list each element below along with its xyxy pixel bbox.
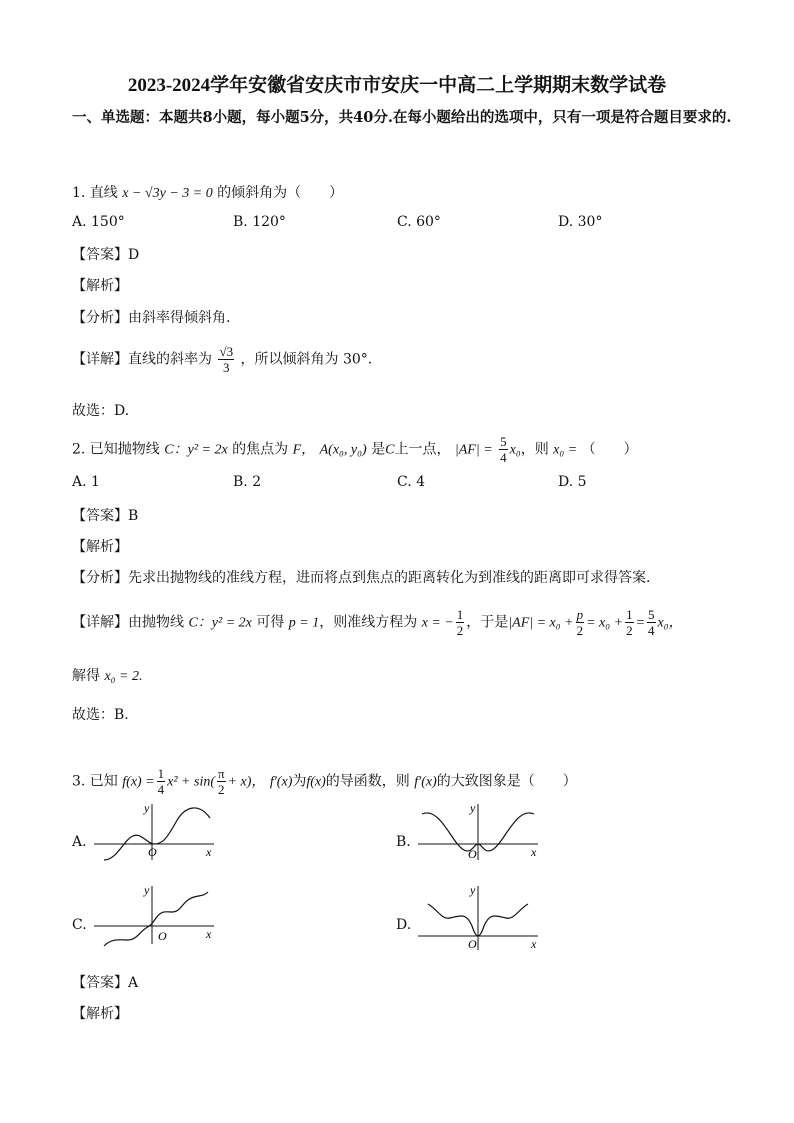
q2-number: 2. 已知抛物线 — [72, 441, 160, 458]
detail-label: 【详解】 — [72, 614, 128, 631]
q3-fx3: + x)， — [227, 774, 266, 790]
graph-c-curve — [104, 892, 208, 946]
q1-answer-value: D — [128, 247, 140, 263]
q2-stem-a: A(x₀, y₀) — [319, 442, 367, 458]
q2-f2-den: 2 — [576, 623, 584, 638]
q2-solve-label: 解得 — [72, 668, 100, 684]
q2-f3-num: 1 — [626, 607, 633, 622]
q2-detail-c: C：y² = 2x — [188, 615, 252, 631]
q3-fraction-1 — [157, 766, 166, 797]
q1-fenxi-text: 由斜率得倾斜角. — [128, 310, 231, 326]
page-title: 2023-2024学年安徽省安庆市市安庆一中高二上学期期末数学试卷 — [127, 75, 667, 96]
q3-mid2: 的导函数，则 — [325, 773, 410, 790]
graph-d-label: D. — [396, 917, 412, 933]
q2-option-d: D. 5 — [558, 474, 587, 490]
q2-option-c: C. 4 — [397, 474, 426, 490]
q3-g-num: π — [218, 766, 225, 781]
q1-frac-den: 3 — [223, 360, 230, 375]
graph-c-y-label: y — [144, 883, 150, 897]
q2-f4-num: 5 — [648, 607, 655, 622]
q1-fenxi — [72, 307, 230, 327]
q2-detail-b: 可得 — [256, 614, 285, 631]
graph-d — [416, 882, 546, 952]
graph-b-y-label: y — [470, 801, 476, 815]
q2-option-b: B. 2 — [233, 474, 262, 490]
answer-label: 【答案】 — [72, 247, 128, 263]
q1-frac-num: √3 — [219, 344, 234, 359]
q2-stem-af: |AF| = — [454, 442, 493, 458]
question-1-stem — [72, 182, 343, 202]
q1-equation: x − √3y − 3 = 0 — [122, 186, 213, 201]
q2-frac-den: 4 — [500, 450, 507, 465]
graph-b-x-label: x — [531, 845, 537, 859]
q2-stem-c2: C — [385, 442, 395, 458]
graph-a-origin: O — [148, 845, 157, 859]
q2-detail-e: ，于是 — [466, 614, 509, 631]
fenxi-label: 【分析】 — [72, 310, 128, 326]
q2-stem-c: C：y² = 2x — [164, 442, 228, 458]
q2-f4-den: 4 — [648, 623, 655, 638]
answer-label: 【答案】 — [72, 508, 128, 524]
q2-f2-num: p — [576, 607, 584, 622]
graph-c-label: C. — [72, 917, 87, 933]
q3-fraction-2 — [217, 766, 226, 797]
q2-detail-d: ，则准线方程为 — [319, 614, 418, 631]
q2-fenxi-text: 先求出抛物线的准线方程，进而将点到焦点的距离转化为到准线的距离即可求得答案. — [128, 570, 651, 586]
q2-detail-a: 由抛物线 — [128, 614, 184, 631]
graph-a-y-label: y — [144, 801, 150, 815]
q1-option-d: D. 30° — [558, 214, 603, 230]
q2-choice — [72, 704, 129, 724]
q2-solve-value: x₀ = 2. — [104, 669, 143, 684]
q2-stem-mid: 的焦点为 — [232, 441, 289, 458]
graph-b-label: B. — [396, 834, 411, 850]
section-heading: 一、单选题：本题共8小题，每小题5分，共40分.在每小题给出的选项中，只有一项是符合题目要求的. — [72, 109, 732, 126]
q2-stem-end: （ ） — [581, 441, 638, 458]
answer-label: 【答案】 — [72, 975, 128, 991]
q2-choice-value: B. — [114, 707, 129, 723]
q1-option-c: C. 60° — [397, 214, 441, 230]
q3-fx2: x² + sin( — [167, 774, 215, 790]
q1-detail-pre: 直线的斜率为 — [128, 351, 212, 368]
q1-number: 1. 直线 — [72, 185, 118, 201]
q2-option-a: A. 1 — [72, 474, 100, 490]
q1-detail-post: ，所以倾斜角为 30°. — [240, 351, 373, 368]
fenxi-label: 【分析】 — [72, 570, 128, 586]
graph-d-x-label: x — [531, 937, 537, 951]
q1-choice-value: D. — [114, 403, 130, 419]
q2-stem-x0b: x₀ = — [553, 442, 578, 458]
q2-detail-p: p = 1 — [288, 615, 320, 631]
q3-number: 3. 已知 — [72, 773, 118, 790]
q1-analysis-label: 【解析】 — [72, 278, 128, 294]
graph-c-x-label: x — [206, 927, 212, 941]
q3-tail: 的大致图象是（ ） — [436, 773, 577, 790]
q1-detail — [72, 344, 372, 375]
q1-choice — [72, 400, 129, 420]
q2-fenxi — [72, 567, 650, 587]
q2-detail-x0: x₀， — [657, 615, 683, 631]
q2-fraction — [499, 434, 508, 465]
q3-f-num: 1 — [157, 766, 165, 781]
q3-answer-value: A — [128, 975, 139, 991]
q2-stem-x0: x₀ — [509, 442, 521, 458]
graph-d-y-label: y — [470, 883, 476, 897]
graph-a-curve — [104, 808, 210, 860]
choice-label: 故选： — [72, 403, 114, 419]
graph-c — [92, 882, 222, 948]
q2-detail-eq2: = x₀ + — [586, 615, 624, 631]
q3-mid: 为 — [292, 773, 307, 790]
q2-f3-den: 2 — [626, 623, 633, 638]
q3-deriv: f′(x) — [269, 774, 293, 790]
q3-analysis-label: 【解析】 — [72, 1006, 128, 1022]
q3-fx: f(x) = — [122, 774, 155, 790]
q2-f1-den: 2 — [456, 623, 464, 638]
q3-answer — [72, 972, 138, 992]
q1-option-b: B. 120° — [233, 214, 286, 230]
q2-stem-f: F， — [292, 442, 316, 458]
q2-stem-tail: ，则 — [520, 441, 549, 458]
q2-stem-mid3: 上一点， — [394, 441, 451, 458]
q1-tail: 的倾斜角为（ ） — [217, 185, 344, 201]
q2-detail — [72, 607, 683, 638]
question-2-stem — [72, 434, 638, 465]
q2-detail-eq3: = — [635, 615, 646, 631]
q2-fraction-3 — [625, 607, 634, 638]
q2-solve — [72, 665, 142, 685]
q2-fraction-2 — [576, 607, 585, 638]
q2-analysis-label: 【解析】 — [72, 539, 128, 555]
q2-answer-value: B — [128, 508, 139, 524]
detail-label: 【详解】 — [72, 351, 128, 368]
q1-answer — [72, 244, 139, 264]
q1-fraction — [218, 344, 234, 375]
graph-b — [416, 800, 546, 862]
q2-detail-x: x = − — [421, 615, 454, 631]
q1-option-a: A. 150° — [72, 214, 125, 230]
graph-a — [92, 800, 222, 862]
graph-a-x-label: x — [206, 845, 212, 859]
q3-deriv2: f′(x) — [414, 774, 437, 790]
q2-f1-num: 1 — [456, 607, 464, 622]
q2-frac-num: 5 — [500, 434, 507, 449]
choice-label: 故选： — [72, 707, 114, 723]
graph-d-origin: O — [468, 937, 477, 951]
question-3-stem — [72, 766, 577, 797]
q2-fraction-1 — [456, 607, 465, 638]
q3-fx4: f(x) — [306, 774, 326, 790]
q2-answer — [72, 505, 138, 525]
q2-stem-mid2: 是 — [371, 441, 386, 458]
q2-detail-af: |AF| = x₀ + — [508, 615, 574, 631]
q3-f-den: 4 — [157, 782, 165, 797]
graph-c-origin: O — [158, 929, 167, 943]
q2-fraction-4 — [647, 607, 656, 638]
graph-a-label: A. — [72, 834, 87, 850]
graph-b-origin: O — [468, 847, 477, 861]
q3-g-den: 2 — [218, 782, 225, 797]
